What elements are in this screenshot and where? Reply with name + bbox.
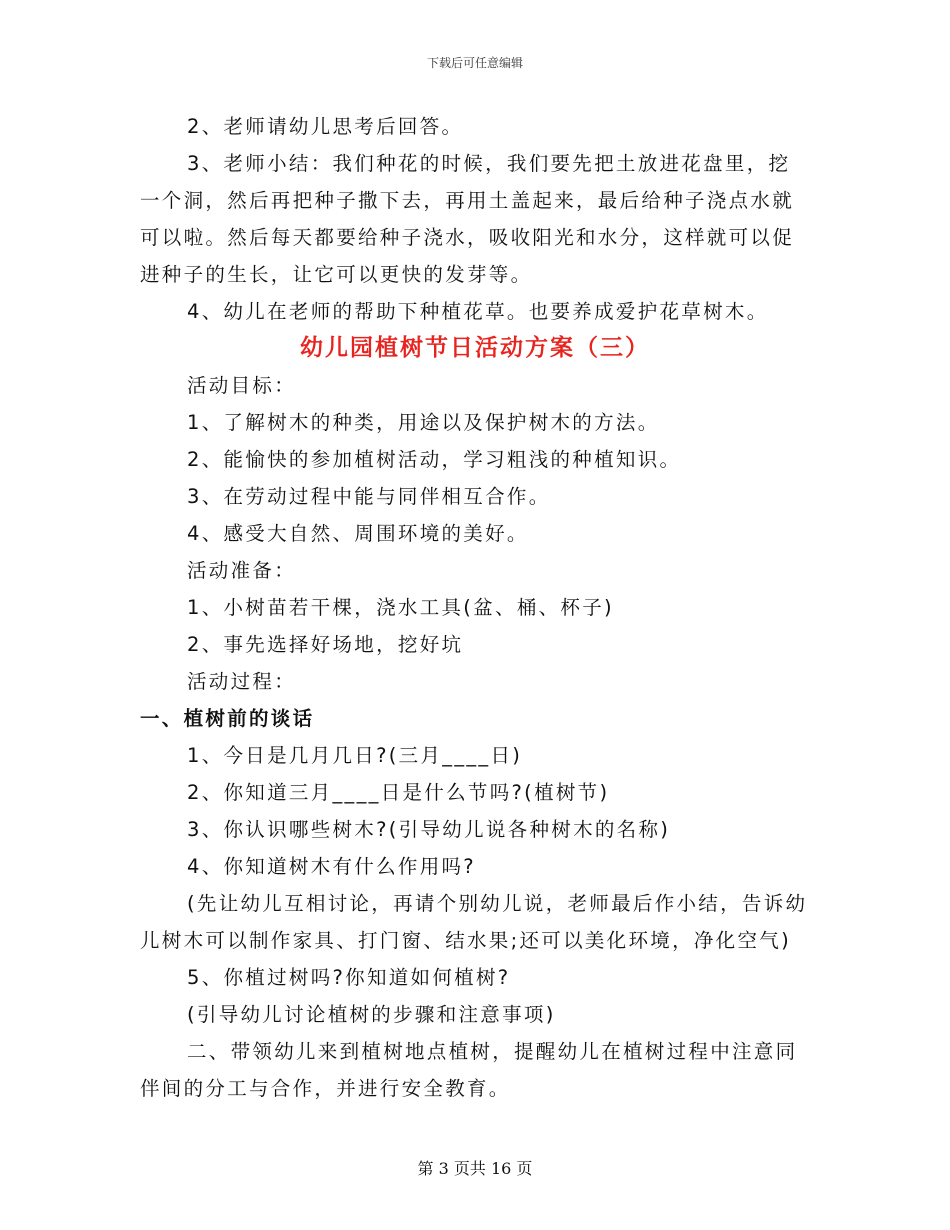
paragraph: 活动准备：	[187, 559, 297, 582]
document-body	[140, 108, 810, 1107]
paragraph: 2、老师请幼儿思考后回答。	[187, 115, 464, 138]
paragraph: 4、你知道树木有什么作用吗?	[187, 855, 476, 878]
subheading: 一、植树前的谈话	[140, 707, 315, 730]
page-header: 下载后可任意编辑	[426, 56, 523, 70]
paragraph: 活动过程：	[187, 670, 297, 693]
page-footer: 第 3 页共 16 页	[417, 1159, 533, 1178]
paragraph: 4、幼儿在老师的帮助下种植花草。也要养成爱护花草树木。	[187, 300, 769, 323]
paragraph: 2、能愉快的参加植树活动，学习粗浅的种植知识。	[187, 448, 682, 471]
paragraph: 1、今日是几月几日?(三月____日)	[187, 744, 523, 767]
paragraph: 二、带领幼儿来到植树地点植树，提醒幼儿在植树过程中注意同伴间的分工与合作，并进行安全教育。	[140, 1040, 798, 1100]
paragraph: (先让幼儿互相讨论，再请个别幼儿说，老师最后作小结，告诉幼儿树木可以制作家具、打门窗、结水果;还可以美化环境，净化空气)	[140, 892, 808, 952]
paragraph: 3、老师小结：我们种花的时候，我们要先把土放进花盘里，挖一个洞，然后再把种子撒下去，再用土盖起来，最后给种子浇点水就可以啦。然后每天都要给种子浇水，吸收阳光和水分，这样就可以促进种子的生长，让它可以更快的发芽等。	[140, 152, 795, 286]
section-title: 幼儿园植树节日活动方案（三）	[300, 335, 650, 361]
paragraph: 3、在劳动过程中能与同伴相互合作。	[187, 485, 551, 508]
paragraph: 3、你认识哪些树木?(引导幼儿说各种树木的名称)	[187, 818, 671, 841]
paragraph: 2、你知道三月____日是什么节吗?(植树节)	[187, 781, 610, 804]
paragraph: 5、你植过树吗?你知道如何植树?	[187, 966, 511, 989]
paragraph: 1、小树苗若干棵，浇水工具(盆、桶、杯子)	[187, 596, 614, 619]
paragraph: 活动目标：	[187, 374, 297, 397]
paragraph: 4、感受大自然、周围环境的美好。	[187, 522, 529, 545]
paragraph: (引导幼儿讨论植树的步骤和注意事项)	[187, 1003, 556, 1026]
paragraph: 1、了解树木的种类，用途以及保护树木的方法。	[187, 411, 660, 434]
paragraph: 2、事先选择好场地，挖好坑	[187, 633, 464, 656]
